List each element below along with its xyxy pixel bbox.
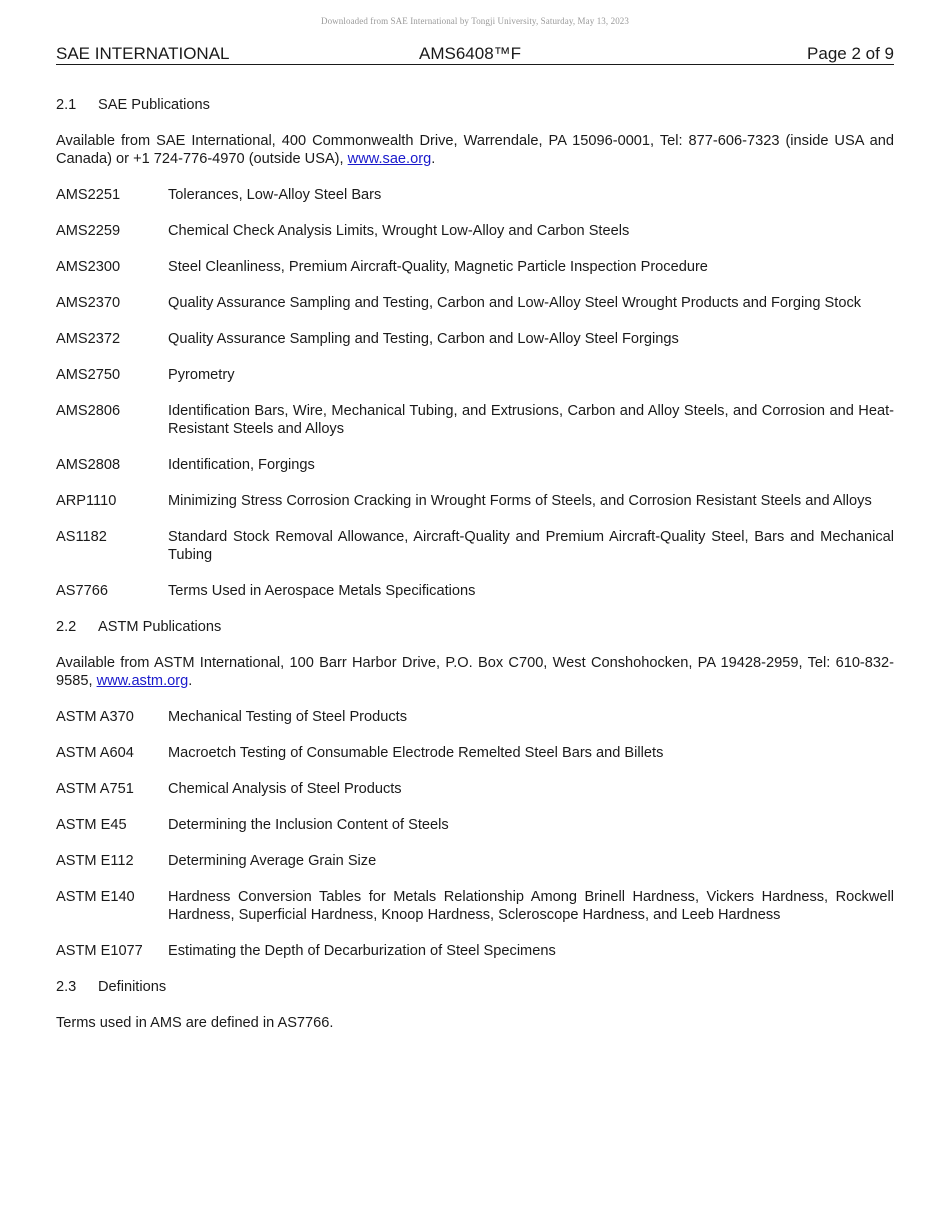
reference-entry [56,528,894,564]
section-title: ASTM Publications [98,619,222,635]
reference-title: Standard Stock Removal Allowance, Aircraft-Quality and Premium Aircraft-Quality Steel, Bars and Mechanical Tubing [168,529,894,563]
reference-title: Chemical Check Analysis Limits, Wrought Low-Alloy and Carbon Steels [168,223,630,239]
section-title: Definitions [98,979,167,995]
reference-title: Quality Assurance Sampling and Testing, Carbon and Low-Alloy Steel Wrought Products and Forging Stock [168,295,862,311]
page-header [56,44,894,65]
reference-code: ASTM A370 [56,709,134,725]
reference-title: Quality Assurance Sampling and Testing, Carbon and Low-Alloy Steel Forgings [168,331,679,347]
header-doc-id: AMS6408™F [419,44,522,63]
reference-code: AMS2370 [56,295,121,311]
reference-title: Pyrometry [168,367,235,383]
reference-code: AMS2300 [56,259,121,275]
reference-title: Minimizing Stress Corrosion Cracking in Wrought Forms of Steels, and Corrosion Resistant Steels and Alloys [168,493,872,509]
reference-code: AMS2806 [56,403,121,419]
reference-title: Hardness Conversion Tables for Metals Relationship Among Brinell Hardness, Vickers Hardness, Rockwell Hardness, Superficial Hardness, Knoop Hardness, Scleroscope Hardness, and Leeb Hardness [168,889,894,923]
section-heading-sae [56,96,894,114]
reference-entry [56,330,894,348]
astm-reference-list [56,708,894,960]
reference-entry [56,294,894,312]
reference-code: AMS2372 [56,331,121,347]
definitions-paragraph: Terms used in AMS are defined in AS7766. [56,1015,334,1031]
reference-title: Determining Average Grain Size [168,853,377,869]
reference-entry [56,186,894,204]
reference-code: ASTM A604 [56,745,134,761]
reference-code: AMS2808 [56,457,121,473]
sae-reference-list [56,186,894,600]
section-heading-definitions [56,978,894,996]
reference-entry [56,852,894,870]
section-heading-astm [56,618,894,636]
reference-entry [56,492,894,510]
reference-entry [56,708,894,726]
reference-entry [56,816,894,834]
document-body [56,96,894,1050]
reference-title: Determining the Inclusion Content of Steels [168,817,449,833]
reference-title: Macroetch Testing of Consumable Electrode Remelted Steel Bars and Billets [168,745,664,761]
astm-website-link[interactable]: www.astm.org [96,673,189,689]
reference-entry [56,744,894,762]
section-number: 2.1 [56,97,77,113]
reference-code: AS1182 [56,529,107,545]
reference-entry [56,258,894,276]
section-title: SAE Publications [98,97,210,113]
sae-availability-paragraph [56,132,894,168]
paragraph-end: . [188,673,193,689]
sae-website-link[interactable]: www.sae.org [347,151,432,167]
reference-title: Steel Cleanliness, Premium Aircraft-Quality, Magnetic Particle Inspection Procedure [168,259,708,275]
reference-entry [56,888,894,924]
reference-code: ARP1110 [56,493,117,509]
reference-entry [56,582,894,600]
reference-title: Mechanical Testing of Steel Products [168,709,408,725]
header-org: SAE INTERNATIONAL [56,44,230,63]
reference-title: Identification Bars, Wire, Mechanical Tubing, and Extrusions, Carbon and Alloy Steels, and Corrosion and Heat-Resistant Steels and Alloys [168,403,894,437]
reference-entry [56,456,894,474]
section-number: 2.3 [56,979,77,995]
reference-code: AMS2251 [56,187,121,203]
reference-entry [56,780,894,798]
reference-code: AMS2259 [56,223,121,239]
reference-code: AS7766 [56,583,108,599]
reference-code: ASTM E45 [56,817,127,833]
header-page-number: Page 2 of 9 [807,44,894,63]
reference-entry [56,366,894,384]
reference-title: Identification, Forgings [168,457,315,473]
paragraph-text: Available from SAE International, 400 Commonwealth Drive, Warrendale, PA 15096-0001, Tel: 877-606-7323 (inside USA and Canada) or +1 724-776-4970 (outside USA), [56,133,894,167]
reference-code: ASTM A751 [56,781,134,797]
paragraph-text: Available from ASTM International, 100 Barr Harbor Drive, P.O. Box C700, West Conshohocken, PA 19428-2959, Tel: 610-832-9585, [56,655,894,689]
reference-title: Terms Used in Aerospace Metals Specifications [168,583,476,599]
reference-entry [56,222,894,240]
reference-title: Tolerances, Low-Alloy Steel Bars [168,187,382,203]
reference-entry [56,402,894,438]
section-number: 2.2 [56,619,77,635]
reference-title: Estimating the Depth of Decarburization of Steel Specimens [168,943,556,959]
reference-title: Chemical Analysis of Steel Products [168,781,402,797]
reference-code: ASTM E140 [56,889,135,905]
reference-code: ASTM E112 [56,853,134,869]
reference-code: ASTM E1077 [56,943,143,959]
download-watermark: Downloaded from SAE International by Tongji University, Saturday, May 13, 2023 [320,16,630,26]
astm-availability-paragraph [56,654,894,690]
reference-entry [56,942,894,960]
reference-code: AMS2750 [56,367,121,383]
paragraph-end: . [431,151,436,167]
